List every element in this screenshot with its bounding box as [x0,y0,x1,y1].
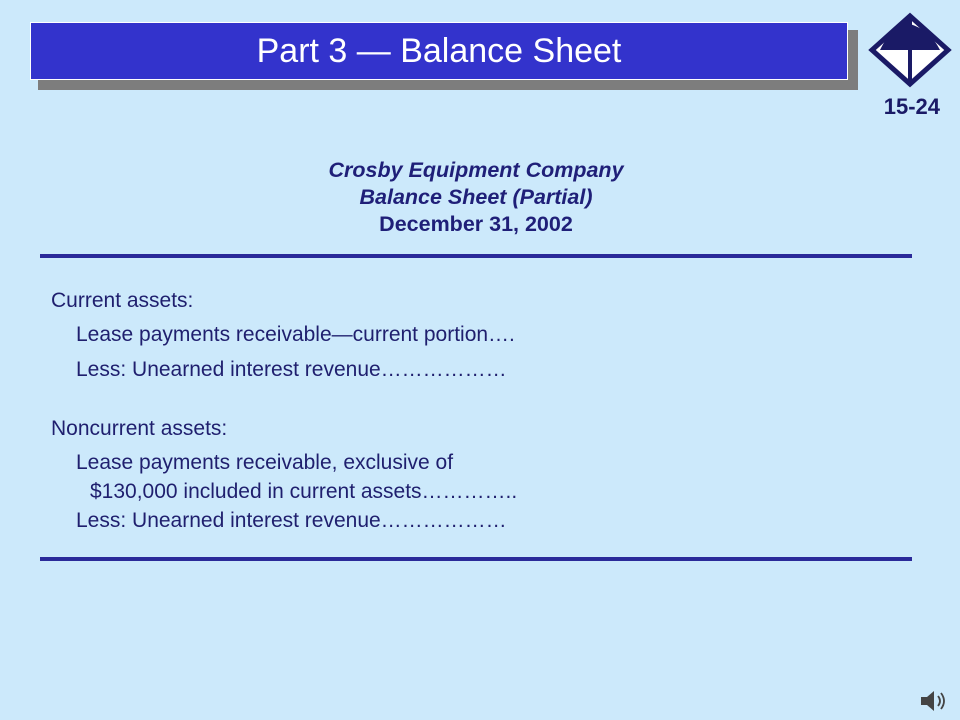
speaker-icon[interactable] [918,688,950,714]
slide-title: Part 3 — Balance Sheet [256,31,622,70]
current-unearned-interest-line: Less: Unearned interest revenue……………… [76,358,507,381]
noncurrent-exclusion-line: $130,000 included in current assets………….. [90,480,518,503]
bottom-rule [40,557,912,561]
company-name: Crosby Equipment Company [328,158,624,182]
report-date: December 31, 2002 [379,212,573,236]
noncurrent-lease-receivable-line: Lease payments receivable, exclusive of [76,451,454,474]
publisher-logo-icon [868,12,952,88]
statement-heading [40,157,912,238]
noncurrent-assets-heading: Noncurrent assets: [51,417,228,440]
title-bar [30,22,848,80]
slide-number: 15-24 [883,94,940,119]
current-assets-heading: Current assets: [51,289,194,312]
report-title: Balance Sheet (Partial) [359,185,593,209]
current-lease-receivable-line: Lease payments receivable—current portion…. [76,323,515,346]
noncurrent-unearned-interest-line: Less: Unearned interest revenue……………… [76,509,507,532]
top-rule [40,254,912,258]
